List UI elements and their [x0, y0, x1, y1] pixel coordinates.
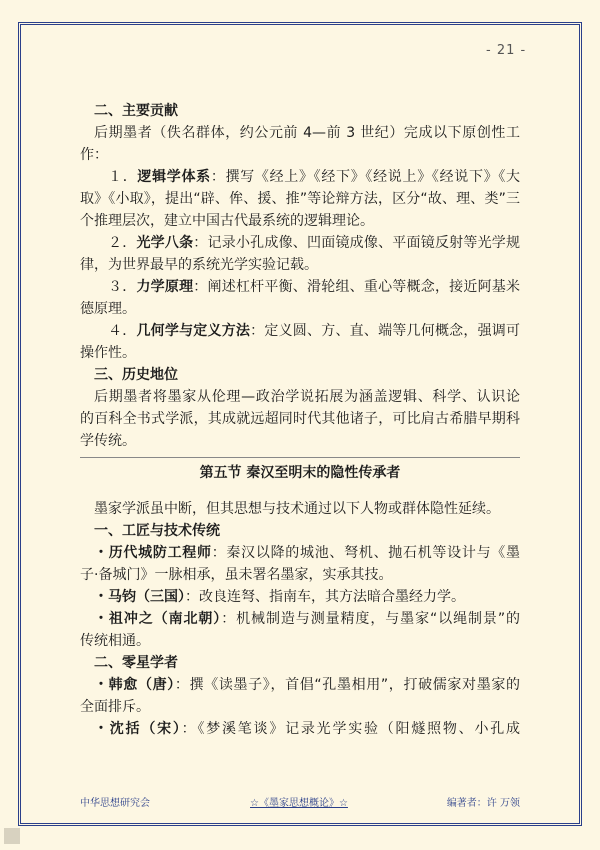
- item-number: １．: [108, 169, 138, 185]
- intro-line-2: 作：: [80, 147, 108, 163]
- footer-authors: 编著者：许 万领: [446, 798, 520, 809]
- entry-engineers-line-2: 子·备城门》一脉相承，虽未署名墨家，实承其技。: [80, 567, 393, 583]
- item-text: ：撰写《经上》《经下》《经说上》《经说下》《大: [210, 169, 520, 185]
- item-term: 力学原理: [136, 279, 194, 295]
- entry-han-yu-line-2: 全面排斥。: [80, 699, 150, 715]
- item-term: 几何学与定义方法: [136, 323, 251, 339]
- item-1-line-3: 个推理层次，建立中国古代最系统的逻辑理论。: [80, 213, 374, 229]
- section-divider: [80, 457, 520, 458]
- item-number: ３．: [108, 279, 137, 295]
- item-text: ：记录小孔成像、凹面镜成像、平面镜反射等光学规: [193, 235, 520, 251]
- history-line-2: 的百科全书式学派，其成就远超同时代其他诸子，可比肩古希腊早期科: [80, 411, 520, 427]
- entry-zu-chongzhi-line-1: [80, 608, 520, 630]
- entry-term: ・韩愈（唐）: [94, 677, 175, 693]
- item-term: 光学八条: [136, 235, 194, 251]
- entry-text: ：秦汉以降的城池、弩机、抛石机等设计与《墨: [211, 545, 520, 561]
- item-4-line-1: [80, 320, 520, 342]
- corner-thumbnail: [4, 828, 20, 844]
- item-2-line-2: 律，为世界最早的系统光学实验记载。: [80, 257, 318, 273]
- entry-term: ・历代城防工程师: [94, 545, 212, 561]
- entry-term: ・祖冲之（南北朝）: [94, 611, 222, 627]
- footer-book-title: ☆《墨家思想概论》☆: [250, 798, 348, 809]
- entry-text: ：改良连弩、指南车，其方法暗合墨经力学。: [185, 589, 465, 605]
- heading-historical-status: 三、历史地位: [94, 367, 178, 383]
- entry-text: ：机械制造与测量精度，与墨家“以绳制景”的: [221, 611, 520, 627]
- heading-craftsmen: 一、工匠与技术传统: [94, 523, 220, 539]
- item-4-line-2: 操作性。: [80, 345, 136, 361]
- page-footer: [60, 782, 540, 809]
- history-line-3: 学传统。: [80, 433, 136, 449]
- item-3-line-2: 德原理。: [80, 301, 136, 317]
- entry-han-yu-line-1: [80, 674, 520, 696]
- item-1-line-1: [80, 166, 520, 188]
- intro-line-1: 后期墨者（佚名群体，约公元前 4—前 3 世纪）完成以下原创性工: [94, 125, 520, 141]
- section-5-intro: 墨家学派虽中断，但其思想与技术通过以下人物或群体隐性延续。: [94, 501, 500, 517]
- item-text: ：阐述杠杆平衡、滑轮组、重心等概念，接近阿基米: [193, 279, 520, 295]
- entry-shen-kuo-line-1: [80, 718, 520, 740]
- history-line-1: 后期墨者将墨家从伦理—政治学说拓展为涵盖逻辑、科学、认识论: [94, 389, 520, 405]
- item-text: ：定义圆、方、直、端等几何概念，强调可: [250, 323, 520, 339]
- page-number: - 21 -: [486, 43, 527, 58]
- heading-scattered-scholars: 二、零星学者: [94, 655, 178, 671]
- page-content: [80, 100, 520, 740]
- entry-text: ：《梦溪笔谈》记录光学实验（阳燧照物、小孔成: [181, 721, 520, 737]
- item-1-line-2: 取》《小取》，提出“辟、侔、援、推”等论辩方法，区分“故、理、类”三: [80, 191, 520, 207]
- item-2-line-1: [80, 232, 520, 254]
- item-term: 逻辑学体系: [137, 169, 211, 185]
- entry-term: ・马钧（三国）: [94, 589, 185, 605]
- entry-text: ：撰《读墨子》，首倡“孔墨相用”，打破儒家对墨家的: [174, 677, 520, 693]
- footer-organization: 中华思想研究会: [80, 798, 150, 809]
- entry-ma-jun: [80, 586, 520, 608]
- item-number: ２．: [108, 235, 137, 251]
- entry-zu-chongzhi-line-2: 传统相通。: [80, 633, 150, 649]
- section-5-title: 第五节 秦汉至明末的隐性传承者: [199, 465, 401, 481]
- item-number: ４．: [108, 323, 137, 339]
- item-3-line-1: [80, 276, 520, 298]
- entry-term: ・沈括（宋）: [94, 721, 182, 737]
- entry-engineers-line-1: [80, 542, 520, 564]
- heading-main-contributions: 二、主要贡献: [94, 103, 178, 119]
